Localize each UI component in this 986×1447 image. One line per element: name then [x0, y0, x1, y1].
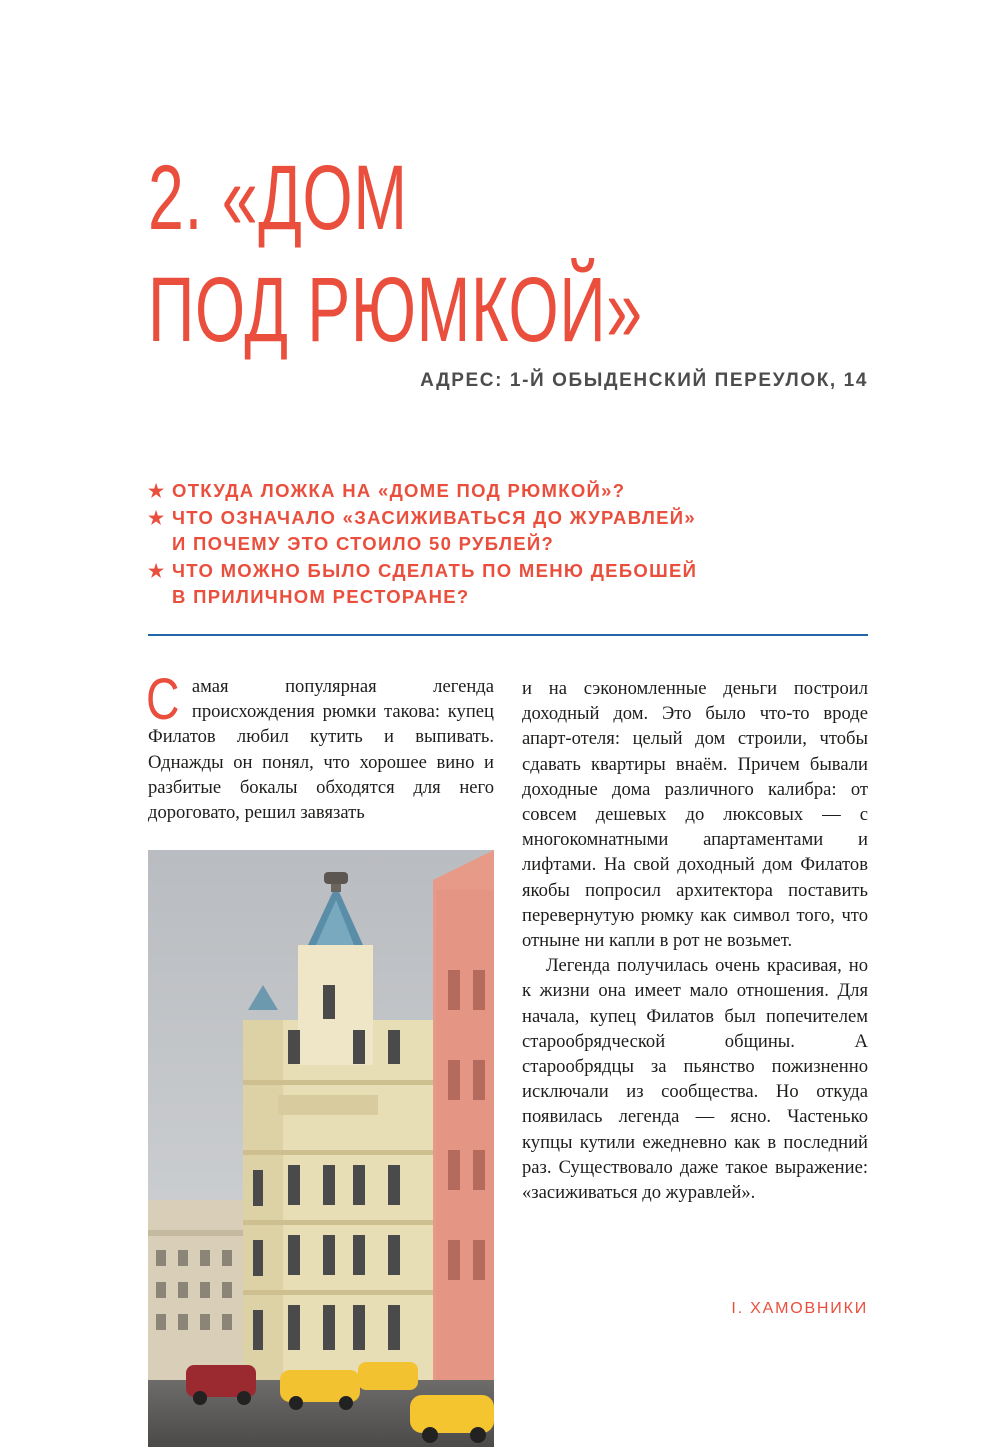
question-list: [148, 478, 868, 611]
body-paragraph: амая популярная легенда происхождения рюмки такова: купец Филатов любил кутить и выпивать. Однажды он понял, что хорошее вино и разбитые бокалы обходятся для него дороговато, решил завязать: [148, 676, 494, 824]
chapter-title-line-1: 2. «ДОМ: [148, 147, 408, 249]
body-paragraph: и на сэкономленные деньги построил доходный дом. Это было что-то вроде апарт-отеля: целый дом строили, чтобы сдавать квартиры внаём. Причем бывали доходные дома различного калибра: от совсем дешевых до люксовых — с многокомнатными апартаментами и лифтами. На свой доходный дом Филатов якобы попросил архитектора поставить перевернутую рюмку как символ того, что отныне ни капли в рот не возьмет.: [522, 678, 868, 952]
question-line: В ПРИЛИЧНОМ РЕСТОРАНЕ?: [172, 586, 470, 607]
star-icon: ★: [148, 507, 166, 528]
question-line: ЧТО МОЖНО БЫЛО СДЕЛАТЬ ПО МЕНЮ ДЕБОШЕЙ: [172, 559, 698, 581]
question-item: [148, 558, 868, 611]
building-photo-illustration: [148, 850, 494, 1447]
drop-cap: С: [146, 667, 180, 732]
divider-rule: [148, 634, 868, 636]
text-column-right: [522, 676, 868, 1205]
star-icon: ★: [148, 481, 166, 501]
building-photo: [148, 850, 494, 1447]
question-item: [148, 505, 868, 558]
question-line: ЧТО ОЗНАЧАЛО «ЗАСИЖИВАТЬСЯ ДО ЖУРАВЛЕЙ»: [172, 506, 696, 528]
question-item: [148, 478, 868, 505]
chapter-title-line-2: ПОД РЮМКОЙ»: [148, 259, 643, 361]
body-paragraph: Легенда получилась очень красивая, но к жизни она имеет мало отношения. Для начала, купец Филатов был попечителем старообрядческой общины. А старообрядцы за пьянство пожизненно исключали из сообщества. Но откуда появилась легенда — ясно. Частенько купцы кутили ежедневно как в последний раз. Существовало даже такое выражение: «засиживаться до журавлей».: [522, 955, 868, 1204]
chapter-title: [148, 142, 652, 366]
question-line: ОТКУДА ЛОЖКА НА «ДОМЕ ПОД РЮМКОЙ»?: [172, 480, 626, 501]
star-icon: ★: [148, 560, 166, 581]
section-label: I. ХАМОВНИКИ: [731, 1300, 868, 1317]
question-line: И ПОЧЕМУ ЭТО СТОИЛО 50 РУБЛЕЙ?: [172, 533, 555, 554]
text-column-left: [146, 667, 494, 825]
address-line: АДРЕС: 1-Й ОБЫДЕНСКИЙ ПЕРЕУЛОК, 14: [420, 370, 868, 391]
